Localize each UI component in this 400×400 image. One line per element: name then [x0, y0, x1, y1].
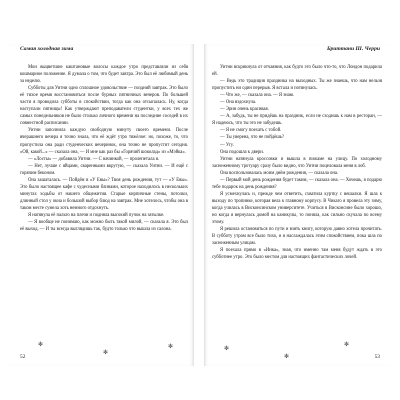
paragraph: Субботы для Уитни одно сплошное удовольствие — поздний завтрак. Это было её тихое время восстановиться после бурных пятничных вечеров. По большей части я проводила субботы в спокойствии, тогда как она отсыпалась. Ну, когда наступали пятницы! Как утверждают преподаватели студентки, у всех тех же самых понедельников не было столько личного времени на последние соседей в их совместной расписании. [20, 86, 188, 127]
paragraph: Уитни заполнила каждую свободную минуту своего времени. После вчерашнего вечера я точно знала, что её ждёт утро тяжёлое: но, похоже, то, что пропустила она ради студенческих вечеринок, она точно не пропустит сегодня. «Ой, какой...» — сказала она, — И мне как раз бы «Горячий шоколад» из «Мэйка». [20, 128, 188, 155]
page-number-right: 53 [374, 354, 380, 360]
paragraph: — А, забудь, ты не придёшь на праздник, если не сходишь к нам в ресторан, — Я надеюсь, что ты это не забудешь. [212, 114, 382, 127]
snowflake-icon: ✻ [168, 344, 174, 350]
paragraph: — Нет, лучше с яйцами, сваренными вкрутую, — сказала Уитни. — И ещё с горячим беконом. [20, 163, 188, 176]
paragraph: Она подошла к двери. [220, 149, 264, 155]
paragraph: — Ведь это традиция праздника на выходных. Ты же знаешь, что нам нельзя пропустить ни один перерыв. Я встала и потянулась. [212, 79, 382, 92]
paragraph: — Эрин очень красивая. [220, 107, 269, 113]
snowflake-icon: ✻ [103, 350, 109, 356]
paragraph: Уитни натянула кроссовки и вышла в пижаме на улицу. По холодному заснеженному тротуару сразу было видно, что Уитни поцеловала меня в лоб. [212, 156, 382, 169]
snowflake-icon: ✻ [284, 354, 290, 360]
book-spread [8, 44, 392, 366]
paragraph: — Угу. [220, 142, 234, 148]
paragraph: — «Лосты» — добавила Уитни. — С начинкой, — пролепетала я. [28, 156, 160, 162]
paragraph: Я усмехнулась и, прежде чем ответить, схватила куртку с вешалки. Я шла к выходу по тропинке, которая вела к главному корпусу. В Чикаго я провела эту зиму, когда училась в Висконсинском университете. Учиться в Висконсине было хорошо, но когда я вернулась домой на каникулы, то поняла, как сильно скучала по всему этому. [212, 191, 382, 226]
left-page [8, 44, 194, 366]
running-header-right: Бриттани Ш. Черри [326, 46, 380, 52]
paragraph: Я натянула её пальто на плечи и подняла высокий пучок на затылке. [28, 212, 165, 218]
paragraph: Мои выцветшие каштановые волосы каждое утро представляли из себя кошмарное положение. Я думала о том, что будет завтра. Это был её любимый день за неделю. [20, 65, 188, 85]
right-page [204, 44, 390, 366]
snowflake-icon: ✻ [224, 346, 230, 352]
left-page-body [20, 64, 188, 233]
paragraph: Я решила остановиться по пути и взять книгу, которую давно хотела прочитать. В субботу утром все было тихо, и я наслаждалась этим спокойствием, пока шла по заснеженным улицам. [212, 227, 382, 247]
paragraph: — Я не смогу поехать с тобой. [220, 128, 282, 134]
paragraph: — Она вздохнула. [220, 100, 257, 106]
snowflake-icon: ✻ [344, 342, 350, 348]
paragraph: Уитни вскрикнула от отчаяния, как будто это было что-то, что Лондон подарила ей. [212, 65, 382, 78]
running-header-left: Самая холодная зима [20, 46, 74, 52]
page-number-left: 52 [20, 354, 26, 360]
paragraph: — Я вообще не понимаю, как можно быть такой милой, — сказала я. Это был её выход. — И ты всегда выглядишь так, будто только что вышла из салона. [20, 220, 188, 233]
paragraph: — Что же, — сказала она. — Я знаю. [220, 93, 295, 99]
paragraph: Я поехала прямо в «Инка», зная, что именно там меня будут ждать в это субботнее утро. Это было местом для настоящих фантастических лочей. [212, 248, 382, 261]
right-page-body [212, 64, 382, 261]
paragraph: — Первый мой день рождения будет таким, — сказала она. — Хочешь, я подарю тебе подарок на день рождения? [212, 177, 382, 190]
paragraph: Она зашаталась. — Пойдём в «У Евы»? Твоя день рождения, тут — «У Евы». Это было настоящее кафе с чудесными блинами, которое находилось в нескольких минутах ходьбы от нашего общежития. Старые кирпичные стены, потолки, длинный стол у окна и большой выбор блюд на завтрак. Мне хотелось, чтобы она в таком месте сумела хоть немного отдохнуть. [20, 177, 188, 211]
paragraph: Она воспользовалась моим днём рождения, — сказала она. [220, 170, 339, 176]
paragraph: — Ты уверена, что не пойдёшь? [220, 135, 285, 141]
snowflake-icon: ✻ [38, 342, 44, 348]
